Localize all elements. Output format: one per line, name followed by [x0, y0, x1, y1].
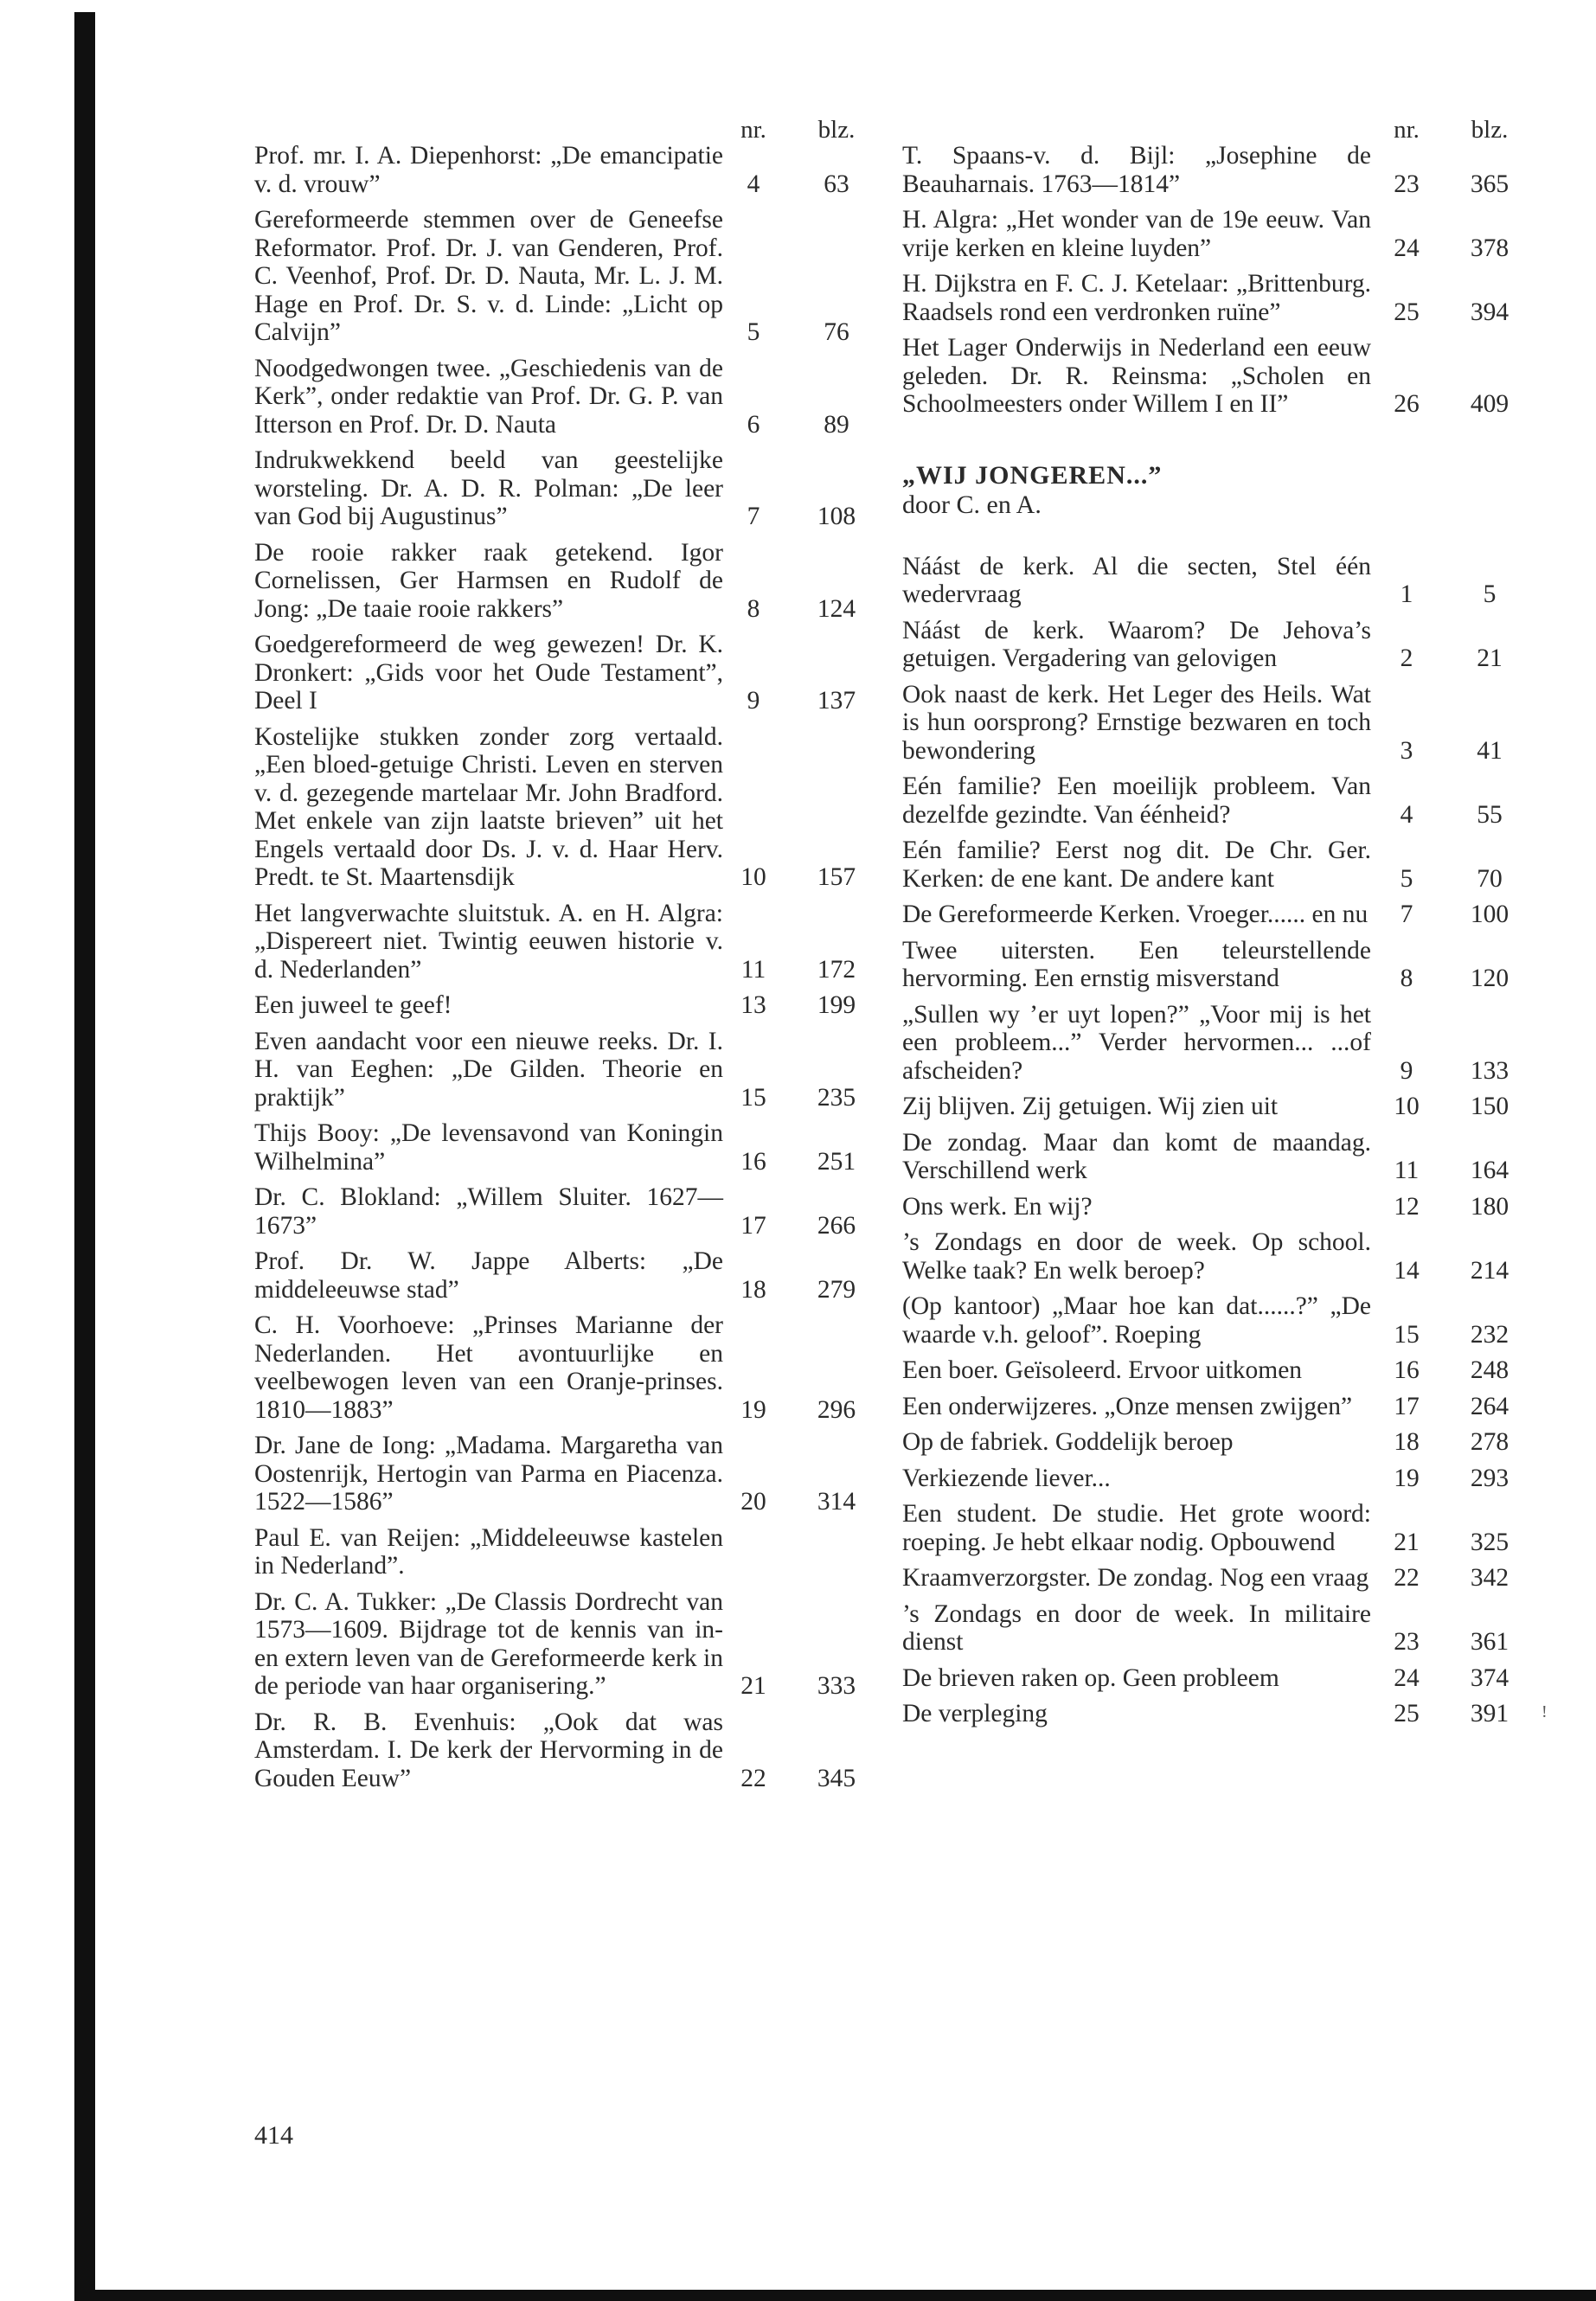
entry-ref	[1376, 1093, 1520, 1121]
entry-ref	[1376, 1057, 1520, 1086]
entry-ref	[1376, 1529, 1520, 1557]
entry-refs	[1376, 865, 1520, 894]
entry-refs	[1376, 580, 1520, 609]
issue-number: 11	[740, 955, 766, 984]
entry-text: Dr. R. B. Evenhuis: „Ook dat was Amsterdam. I. De kerk der Hervorming in de Gouden Eeuw”	[254, 1708, 723, 1792]
index-entry	[254, 446, 867, 531]
entry-text: Prof. mr. I. A. Diepenhorst: „De emancipatie v. d. vrouw”	[254, 142, 723, 198]
page-ref: 394	[1470, 298, 1509, 326]
entry-text: Noodgedwongen twee. „Geschiedenis van de Kerk”, onder redaktie van Prof. Dr. G. P. van Itterson en Prof. Dr. D. Nauta	[254, 354, 723, 439]
entry-ref	[1376, 901, 1520, 929]
page-ref: 248	[1470, 1356, 1509, 1384]
section-title: „WIJ JONGEREN...”	[902, 460, 1163, 490]
entry-text: Thijs Booy: „De levensavond van Koningin Wilhelmina”	[254, 1119, 723, 1176]
entry-ref	[1376, 1465, 1520, 1493]
entry-ref	[1376, 1564, 1520, 1593]
page-ref: 5	[1483, 580, 1497, 608]
entry-ref	[723, 1148, 867, 1176]
page-ref: 172	[817, 955, 856, 984]
entry-text: Goedgereformeerd de weg gewezen! Dr. K. Dronkert: „Gids voor het Oude Testament”, Deel I	[254, 631, 723, 715]
entry-ref	[1376, 580, 1520, 609]
page-ref: 70	[1477, 864, 1503, 893]
page-ref: 232	[1470, 1320, 1509, 1349]
entry-ref	[1376, 965, 1520, 993]
entry-refs	[723, 411, 867, 439]
index-entry	[254, 539, 867, 624]
index-entry	[254, 631, 867, 715]
right-column	[902, 116, 1520, 1736]
index-entry	[902, 1564, 1520, 1593]
entry-refs	[1376, 965, 1520, 993]
entry-text: De rooie rakker raak getekend. Igor Cornelissen, Ger Harmsen en Rudolf de Jong: „De taaie rooie rakkers”	[254, 538, 723, 623]
entry-text: H. Algra: „Het wonder van de 19e eeuw. Van vrije kerken en kleine luyden”	[902, 206, 1371, 262]
page-ref: 409	[1470, 390, 1509, 418]
entry-refs	[1376, 170, 1520, 199]
entry-refs	[723, 1765, 867, 1793]
page-ref: 235	[817, 1083, 856, 1112]
page-ref: 251	[817, 1147, 856, 1176]
page-ref: 378	[1470, 234, 1509, 262]
entry-text: Het Lager Onderwijs in Nederland een eeuw geleden. Dr. R. Reinsma: „Scholen en Schoolmeesters onder Willem I en II”	[902, 334, 1371, 418]
entry-refs	[723, 1488, 867, 1516]
entry-text: De Gereformeerde Kerken. Vroeger...... en nu	[902, 901, 1368, 928]
left-column	[254, 116, 867, 1800]
issue-number: 13	[740, 991, 766, 1019]
issue-number: 22	[740, 1764, 766, 1792]
entry-ref	[723, 503, 867, 531]
entry-text: Even aandacht voor een nieuwe reeks. Dr. I. H. van Eeghen: „De Gilden. Theorie en praktijk”	[254, 1027, 723, 1112]
issue-number: 19	[1394, 1464, 1420, 1492]
entry-text: ’s Zondags en door de week. In militaire dienst	[902, 1599, 1371, 1656]
page-ref: 100	[1470, 901, 1509, 928]
entry-text: Dr. Jane de Iong: „Madama. Margaretha van Oostenrijk, Hertogin van Parma en Piacenza. 1522—1586”	[254, 1432, 723, 1516]
entry-refs	[723, 1276, 867, 1304]
entry-ref	[1376, 1428, 1520, 1457]
entry-text: Ons werk. En wij?	[902, 1192, 1093, 1221]
issue-number: 14	[1394, 1256, 1420, 1285]
entry-text: Paul E. van Reijen: „Middeleeuwse kastelen in Nederland”.	[254, 1523, 723, 1580]
index-entry	[902, 1393, 1520, 1421]
entry-text: Een juweel te geef!	[254, 991, 452, 1019]
entry-ref	[723, 1212, 867, 1240]
index-entry	[254, 1588, 867, 1701]
entry-refs	[1376, 1564, 1520, 1593]
entry-refs	[723, 863, 867, 892]
issue-number: 17	[1394, 1392, 1420, 1420]
entry-ref	[723, 991, 867, 1020]
header-nr: nr.	[1394, 116, 1420, 144]
issue-number: 7	[747, 503, 760, 530]
entry-ref	[1376, 1356, 1520, 1385]
issue-number: 1	[1400, 580, 1413, 608]
entry-refs	[1376, 1257, 1520, 1285]
entry-text: Gereformeerde stemmen over de Geneefse Reformator. Prof. Dr. J. van Genderen, Prof. C. Veenhof, Prof. Dr. D. Nauta, Mr. L. J. M. Hage en Prof. Dr. S. v. d. Linde: „Licht op Calvijn”	[254, 206, 723, 346]
page-ref: 76	[824, 318, 849, 346]
index-entry	[254, 900, 867, 984]
entry-ref	[1376, 1257, 1520, 1285]
column-header	[254, 116, 867, 142]
entry-ref	[1376, 298, 1520, 327]
issue-number: 24	[1394, 234, 1420, 262]
page-ref: 137	[817, 687, 856, 715]
entry-ref	[1376, 1157, 1520, 1185]
issue-number: 24	[1394, 1663, 1420, 1692]
entry-text: Eén familie? Eerst nog dit. De Chr. Ger. Kerken: de ene kant. De andere kant	[902, 836, 1371, 893]
entry-refs	[723, 1148, 867, 1176]
entry-text: Kraamverzorgster. De zondag. Nog een vraag	[902, 1564, 1369, 1592]
right-top-entries	[902, 142, 1520, 419]
entry-text: C. H. Voorhoeve: „Prinses Marianne der Nederlanden. Het avontuurlijke en veelbewogen leven van een Oranje-prinses. 1810—1883”	[254, 1311, 723, 1424]
section-spacer	[902, 426, 1520, 461]
entry-text: De brieven raken op. Geen probleem	[902, 1663, 1279, 1692]
entry-text: H. Dijkstra en F. C. J. Ketelaar: „Brittenburg. Raadsels rond een verdronken ruïne”	[902, 270, 1371, 326]
scan-edge-bottom	[74, 2290, 1596, 2301]
issue-number: 22	[1394, 1564, 1420, 1592]
entry-refs	[1376, 1356, 1520, 1385]
page-ref: 296	[817, 1395, 856, 1424]
index-entry	[902, 553, 1520, 609]
index-entry	[254, 1247, 867, 1304]
entry-ref	[723, 1084, 867, 1112]
page-number: 414	[254, 2121, 293, 2150]
entry-refs	[723, 1212, 867, 1240]
issue-number: 10	[740, 863, 766, 891]
issue-number: 9	[747, 687, 760, 715]
page-ref: 150	[1470, 1093, 1509, 1120]
entry-text: Op de fabriek. Goddelijk beroep	[902, 1428, 1234, 1456]
entry-refs	[723, 1084, 867, 1112]
issue-number: 19	[740, 1395, 766, 1424]
issue-number: 10	[1394, 1093, 1420, 1120]
entry-text: T. Spaans-v. d. Bijl: „Josephine de Beauharnais. 1763—1814”	[902, 142, 1371, 198]
entry-ref	[1376, 865, 1520, 894]
entry-ref	[723, 1488, 867, 1516]
entry-refs	[1376, 1057, 1520, 1086]
index-entry	[902, 1428, 1520, 1457]
page-ref: 124	[817, 594, 856, 623]
entry-ref	[723, 956, 867, 984]
index-entry	[254, 991, 867, 1020]
page-ref: 89	[824, 410, 849, 439]
issue-number: 23	[1394, 170, 1420, 198]
entry-ref	[723, 687, 867, 715]
issue-number: 17	[740, 1211, 766, 1240]
index-entry	[902, 1664, 1520, 1693]
index-entry	[902, 1500, 1520, 1556]
entry-refs	[1376, 390, 1520, 419]
index-entry	[902, 1193, 1520, 1221]
page-ref: 345	[817, 1764, 856, 1792]
index-entry	[902, 772, 1520, 829]
index-entry	[902, 334, 1520, 419]
entry-refs	[723, 318, 867, 347]
issue-number: 15	[740, 1083, 766, 1112]
index-entry	[254, 1183, 867, 1240]
page-ref: 214	[1470, 1256, 1509, 1285]
entry-ref	[1376, 737, 1520, 766]
entry-refs	[1376, 1428, 1520, 1457]
page-ref: 279	[817, 1275, 856, 1304]
issue-number: 5	[1400, 864, 1413, 893]
entry-refs	[1376, 1157, 1520, 1185]
entry-text: Dr. C. Blokland: „Willem Sluiter. 1627—1673”	[254, 1183, 723, 1240]
entry-text: Dr. C. A. Tukker: „De Classis Dordrecht van 1573—1609. Bijdrage tot de kennis van in- en extern leven van de Gereformeerde kerk in de periode van haar organisering.”	[254, 1587, 723, 1700]
page-ref: 55	[1477, 800, 1503, 829]
column-header	[902, 116, 1520, 142]
page-ref: 157	[817, 863, 856, 891]
page-ref: 374	[1470, 1663, 1509, 1692]
page-ref: 264	[1470, 1392, 1509, 1420]
entry-refs	[1376, 1465, 1520, 1493]
entry-refs	[1376, 1093, 1520, 1121]
entry-text: Eén familie? Een moeilijk probleem. Van dezelfde gezindte. Van éénheid?	[902, 772, 1371, 829]
entry-refs	[723, 503, 867, 531]
header-nr: nr.	[740, 116, 766, 144]
entry-refs	[1376, 1321, 1520, 1349]
entry-refs	[1376, 234, 1520, 263]
issue-number: 4	[747, 170, 760, 198]
entry-refs	[723, 956, 867, 984]
entry-text: De zondag. Maar dan komt de maandag. Verschillend werk	[902, 1128, 1371, 1184]
page-ref: 164	[1470, 1157, 1509, 1184]
entry-refs	[1376, 1529, 1520, 1557]
entry-ref	[1376, 1700, 1520, 1728]
page-ref: 314	[817, 1488, 856, 1516]
index-entry	[254, 1119, 867, 1176]
issue-number: 25	[1394, 1700, 1420, 1727]
issue-number: 21	[1394, 1528, 1420, 1556]
page-ref: 21	[1477, 644, 1503, 672]
entry-ref	[1376, 1393, 1520, 1421]
issue-number: 2	[1400, 644, 1413, 672]
issue-number: 18	[1394, 1428, 1420, 1456]
entry-text: Prof. Dr. W. Jappe Alberts: „De middeleeuwse stad”	[254, 1247, 723, 1304]
index-entry	[902, 270, 1520, 326]
index-entry	[902, 1356, 1520, 1385]
entry-refs	[1376, 1664, 1520, 1693]
entry-refs	[1376, 901, 1520, 929]
entry-refs	[1376, 737, 1520, 766]
page-ref: 63	[824, 170, 849, 198]
entry-text: Twee uitersten. Een teleurstellende hervorming. Een ernstig misverstand	[902, 936, 1371, 992]
index-entry	[254, 1028, 867, 1112]
index-entry	[254, 355, 867, 439]
index-entry	[254, 1432, 867, 1516]
entry-ref	[1376, 234, 1520, 263]
entry-text: Ook naast de kerk. Het Leger des Heils. Wat is hun oorsprong? Ernstige bezwaren en toch bewondering	[902, 680, 1371, 765]
index-entry	[902, 1228, 1520, 1285]
issue-number: 11	[1394, 1157, 1420, 1184]
entry-ref	[723, 1276, 867, 1304]
index-entry	[902, 836, 1520, 893]
header-blz: blz.	[817, 116, 856, 144]
issue-number: 9	[1400, 1056, 1413, 1085]
entry-ref	[723, 1672, 867, 1701]
entry-refs	[723, 595, 867, 624]
page-ref: 325	[1470, 1528, 1509, 1556]
page-ref: 41	[1477, 736, 1503, 765]
issue-number: 12	[1394, 1192, 1420, 1221]
issue-number: 16	[740, 1147, 766, 1176]
entry-refs	[1376, 1700, 1520, 1728]
index-entry	[254, 206, 867, 347]
index-entry	[902, 142, 1520, 198]
entry-ref	[1376, 170, 1520, 199]
page-ref: 278	[1470, 1428, 1509, 1456]
left-entries	[254, 142, 867, 1792]
entry-ref	[723, 863, 867, 892]
issue-number: 16	[1394, 1356, 1420, 1384]
index-entry	[902, 1001, 1520, 1086]
index-entry	[254, 1311, 867, 1424]
index-entry	[254, 723, 867, 892]
page-ref: 108	[817, 503, 856, 530]
issue-number: 18	[740, 1275, 766, 1304]
entry-text: Verkiezende liever...	[902, 1464, 1111, 1492]
page-ref: 133	[1470, 1056, 1509, 1085]
index-entry	[902, 1292, 1520, 1349]
issue-number: 4	[1400, 800, 1413, 829]
entry-ref	[1376, 1664, 1520, 1693]
issue-number: 6	[747, 410, 760, 439]
entry-text: Zij blijven. Zij getuigen. Wij zien uit	[902, 1093, 1279, 1120]
page-ref: 120	[1470, 965, 1509, 992]
stray-mark: !	[1542, 1702, 1548, 1721]
page-ref: 365	[1470, 170, 1509, 198]
index-entry	[902, 1600, 1520, 1657]
entry-text: (Op kantoor) „Maar hoe kan dat......?” „De waarde v.h. geloof”. Roeping	[902, 1292, 1371, 1349]
issue-number: 8	[747, 594, 760, 623]
entry-refs	[723, 1672, 867, 1701]
index-entry	[254, 142, 867, 198]
index-entry	[902, 1465, 1520, 1493]
index-entry	[254, 1524, 867, 1580]
entry-text: „Sullen wy ’er uyt lopen?” „Voor mij is het een probleem...” Verder hervormen... ...of afscheiden?	[902, 1000, 1371, 1085]
page-ref: 333	[817, 1672, 856, 1700]
issue-number: 21	[740, 1672, 766, 1700]
entry-ref	[1376, 644, 1520, 673]
entry-text: Náást de kerk. Waarom? De Jehova’s getuigen. Vergadering van gelovigen	[902, 616, 1371, 672]
entry-text: Indrukwekkend beeld van geestelijke worsteling. Dr. A. D. R. Polman: „De leer van God bij Augustinus”	[254, 446, 723, 530]
right-section-entries	[902, 553, 1520, 1728]
page-ref: 391	[1470, 1700, 1509, 1727]
entry-ref	[723, 318, 867, 347]
scan-edge-left	[74, 12, 95, 2301]
page-ref: 199	[817, 991, 856, 1019]
page-ref: 266	[817, 1211, 856, 1240]
entry-refs	[1376, 801, 1520, 830]
entry-ref	[1376, 390, 1520, 419]
index-entry	[254, 1708, 867, 1793]
issue-number: 5	[747, 318, 760, 346]
issue-number: 3	[1400, 736, 1413, 765]
entry-refs	[723, 991, 867, 1020]
page-ref: 361	[1470, 1628, 1509, 1656]
index-entry	[902, 617, 1520, 673]
entry-text: Het langverwachte sluitstuk. A. en H. Algra: „Dispereert niet. Twintig eeuwen historie v. d. Nederlanden”	[254, 899, 723, 984]
entry-refs	[1376, 1628, 1520, 1657]
entry-ref	[723, 1765, 867, 1793]
entry-ref	[1376, 1321, 1520, 1349]
entry-text: ’s Zondags en door de week. Op school. Welke taak? En welk beroep?	[902, 1228, 1371, 1285]
entry-ref	[723, 170, 867, 199]
issue-number: 15	[1394, 1320, 1420, 1349]
issue-number: 23	[1394, 1628, 1420, 1656]
index-entry	[902, 1700, 1520, 1728]
index-entry	[902, 1093, 1520, 1121]
page-ref: 293	[1470, 1464, 1509, 1492]
entry-ref	[1376, 1628, 1520, 1657]
index-entry	[902, 937, 1520, 993]
entry-text: De verpleging	[902, 1700, 1048, 1727]
issue-number: 7	[1400, 901, 1413, 928]
entry-ref	[723, 1396, 867, 1425]
index-entry	[902, 901, 1520, 929]
section-author: door C. en A.	[902, 490, 1042, 519]
entry-refs	[723, 687, 867, 715]
header-blz: blz.	[1471, 116, 1509, 144]
index-entry	[902, 206, 1520, 262]
issue-number: 26	[1394, 390, 1420, 418]
index-entry	[902, 681, 1520, 766]
index-entry	[902, 1129, 1520, 1185]
entry-refs	[723, 170, 867, 199]
issue-number: 8	[1400, 965, 1413, 992]
issue-number: 25	[1394, 298, 1420, 326]
entry-text: Een onderwijzeres. „Onze mensen zwijgen”	[902, 1392, 1353, 1420]
entry-refs	[1376, 644, 1520, 673]
entry-text: Een student. De studie. Het grote woord: roeping. Je hebt elkaar nodig. Opbouwend	[902, 1500, 1371, 1556]
entry-refs	[1376, 1393, 1520, 1421]
page-ref: 342	[1470, 1564, 1509, 1592]
issue-number: 20	[740, 1488, 766, 1516]
entry-ref	[723, 595, 867, 624]
entry-refs	[723, 1396, 867, 1425]
page-ref: 180	[1470, 1192, 1509, 1221]
entry-text: Kostelijke stukken zonder zorg vertaald. „Een bloed-getuige Christi. Leven en sterven v. d. gezegende martelaar Mr. John Bradford. Met enkele van zijn laatste brieven” uit het Engels vertaald door Ds. J. v. d. Haar Herv. Predt. te St. Maartensdijk	[254, 722, 723, 891]
entry-refs	[1376, 1193, 1520, 1221]
entry-text: Náást de kerk. Al die secten, Stel één wedervraag	[902, 552, 1371, 608]
entry-ref	[723, 411, 867, 439]
entry-text: Een boer. Geïsoleerd. Ervoor uitkomen	[902, 1356, 1303, 1384]
entry-ref	[1376, 1193, 1520, 1221]
entry-ref	[1376, 801, 1520, 830]
entry-refs	[1376, 298, 1520, 327]
